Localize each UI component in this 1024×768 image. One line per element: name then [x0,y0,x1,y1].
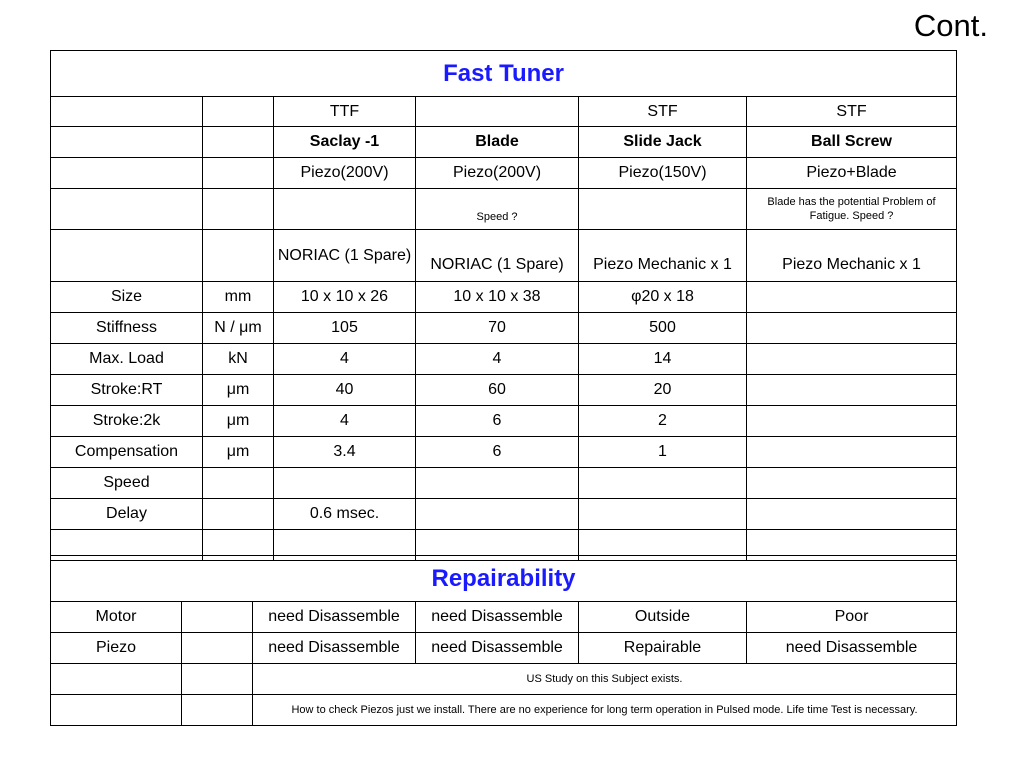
table-row [51,468,957,499]
table-cell [51,97,203,127]
table-cell [416,499,579,530]
table-cell [747,406,957,437]
table-cell: 6 [416,406,579,437]
table-cell: Max. Load [51,344,203,375]
piezo-check-note: How to check Piezos just we install. There are no experience for long term operation in Pulsed mode. Life time Test is necessary. [253,695,957,726]
table-cell: Outside [579,602,747,633]
table-cell: 4 [416,344,579,375]
table-cell: 40 [274,375,416,406]
table-cell: 70 [416,313,579,344]
table-cell [747,499,957,530]
table-cell [747,375,957,406]
table-row [51,282,957,313]
table-cell: Piezo(150V) [579,158,747,189]
table-row [51,602,957,633]
table-cell [51,230,203,282]
table-cell: μm [203,406,274,437]
table-cell [203,230,274,282]
table-cell [203,97,274,127]
table-cell: 20 [579,375,747,406]
table-cell [51,664,182,695]
table-cell: Speed ? [416,189,579,230]
table-cell: Delay [51,499,203,530]
table-row [51,375,957,406]
table-cell: Speed [51,468,203,499]
repairability-table [50,555,957,726]
table-row [51,499,957,530]
table-cell [182,633,253,664]
table-cell: Stroke:RT [51,375,203,406]
table-cell: Slide Jack [579,127,747,158]
table-cell: mm [203,282,274,313]
table-cell: 4 [274,406,416,437]
fast-tuner-heading: Fast Tuner [51,51,957,97]
note-row [51,695,957,726]
table-cell [182,664,253,695]
remarks-row [51,189,957,230]
table-cell: 105 [274,313,416,344]
table-cell: Ball Screw [747,127,957,158]
table-cell: Saclay -1 [274,127,416,158]
table-cell [182,695,253,726]
table-cell: φ20 x 18 [579,282,747,313]
table-cell [747,437,957,468]
table-cell [416,468,579,499]
table-cell: Motor [51,602,182,633]
table-cell [203,189,274,230]
table-cell [579,468,747,499]
table-cell [203,127,274,158]
table-cell: Compensation [51,437,203,468]
table-cell [51,127,203,158]
table-cell: NORIAC (1 Spare) [274,230,416,282]
table-cell: 1 [579,437,747,468]
table-cell: Piezo(200V) [416,158,579,189]
table-cell [203,468,274,499]
table-cell: Piezo(200V) [274,158,416,189]
slide-title: Cont. [913,8,988,43]
type-row [51,97,957,127]
table-row [51,313,957,344]
table-cell: 500 [579,313,747,344]
table-cell [203,158,274,189]
table-cell: 10 x 10 x 26 [274,282,416,313]
repairability-heading: Repairability [51,556,957,602]
table-cell [747,468,957,499]
table-cell: need Disassemble [416,602,579,633]
table-row [51,437,957,468]
table-cell: 4 [274,344,416,375]
table-cell: Stiffness [51,313,203,344]
table-cell: Piezo Mechanic x 1 [579,230,747,282]
table-cell: N / μm [203,313,274,344]
table-cell: Blade has the potential Problem of Fatigue. Speed ? [747,189,957,230]
table-cell [182,602,253,633]
table-cell: Piezo+Blade [747,158,957,189]
table-cell [579,499,747,530]
table-cell [579,189,747,230]
table-cell: 60 [416,375,579,406]
table-cell [747,344,957,375]
table-cell: Poor [747,602,957,633]
table-cell: 6 [416,437,579,468]
table-cell: Piezo Mechanic x 1 [747,230,957,282]
table-cell [747,313,957,344]
table-cell: 3.4 [274,437,416,468]
table-cell [747,282,957,313]
table-row [51,406,957,437]
table-cell [416,97,579,127]
table-cell [51,695,182,726]
study-note: US Study on this Subject exists. [253,664,957,695]
fast-tuner-table [50,50,957,561]
table-cell: need Disassemble [747,633,957,664]
table-cell: need Disassemble [253,602,416,633]
table-cell: STF [747,97,957,127]
table-cell: Repairable [579,633,747,664]
table-cell: Size [51,282,203,313]
note-row [51,664,957,695]
table-cell: need Disassemble [416,633,579,664]
name-row [51,127,957,158]
table-cell: Stroke:2k [51,406,203,437]
piezo-source-row [51,230,957,282]
table-cell [274,468,416,499]
table-cell: kN [203,344,274,375]
table-cell: NORIAC (1 Spare) [416,230,579,282]
table-cell [274,189,416,230]
table-cell: Blade [416,127,579,158]
table-cell: need Disassemble [253,633,416,664]
table-cell: TTF [274,97,416,127]
table-cell: μm [203,437,274,468]
table-row [51,344,957,375]
actuator-row [51,158,957,189]
table-cell: Piezo [51,633,182,664]
table-cell: μm [203,375,274,406]
table-cell: 0.6 msec. [274,499,416,530]
table-cell: STF [579,97,747,127]
table-cell [51,158,203,189]
table-row [51,633,957,664]
table-cell: 10 x 10 x 38 [416,282,579,313]
table-cell: 14 [579,344,747,375]
table-cell [51,189,203,230]
table-cell: 2 [579,406,747,437]
table-cell [203,499,274,530]
